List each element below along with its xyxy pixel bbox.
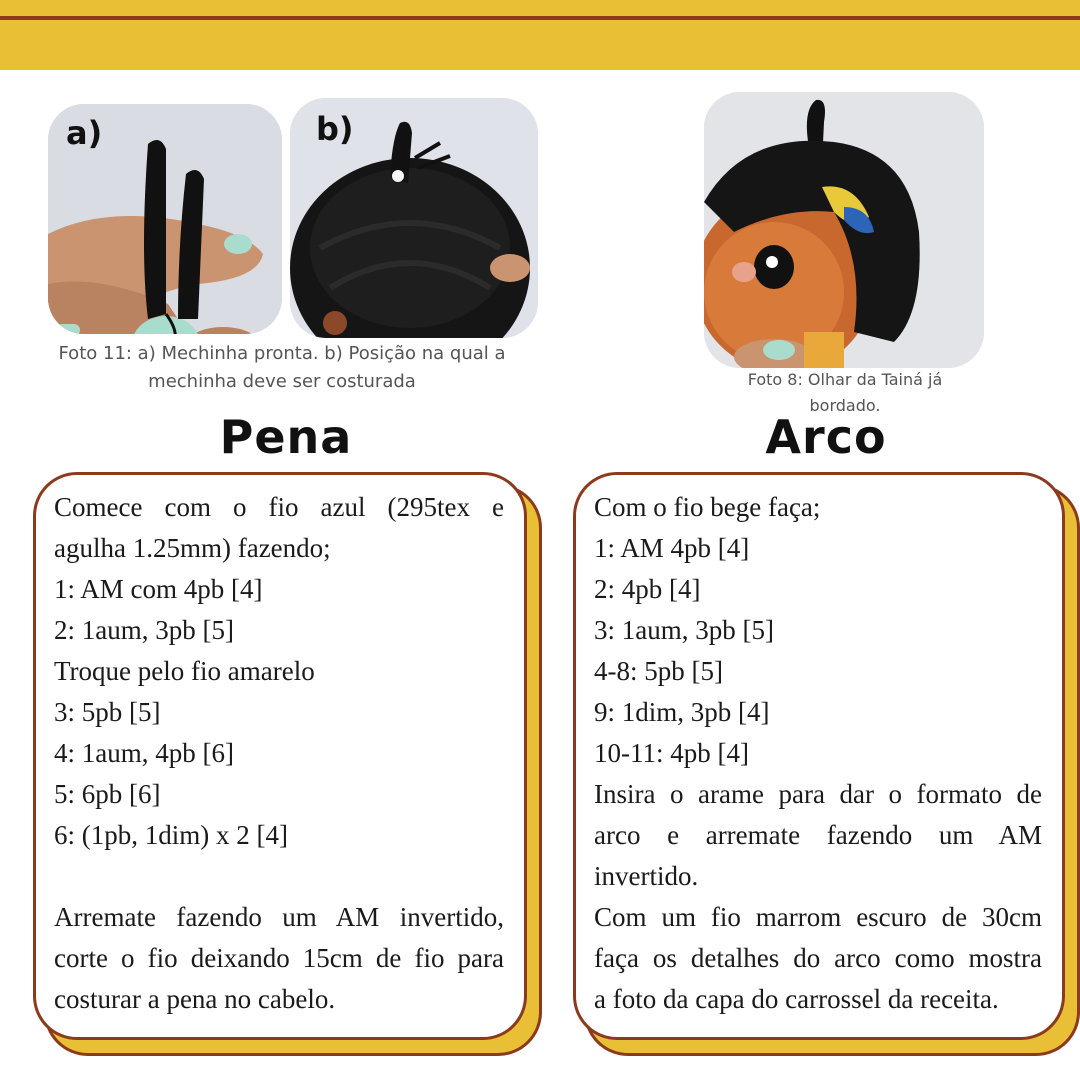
arco-line-11: Com um fio marrom escuro de 30cm — [594, 902, 1042, 932]
pena-line-9: 6: (1pb, 1dim) x 2 [4] — [54, 820, 288, 850]
pena-line-11: Arremate fazendo um AM invertido, — [54, 902, 504, 932]
photo-taina — [704, 92, 984, 368]
pena-line-4: 2: 1aum, 3pb [5] — [54, 615, 234, 645]
pena-line-2: agulha 1.25mm) fazendo; — [54, 533, 331, 563]
photo-b-label: b) — [316, 110, 354, 148]
left-caption-line-2: mechinha deve ser costurada — [148, 371, 416, 392]
left-photo-caption — [40, 340, 524, 396]
arco-line-12: faça os detalhes do arco como mostra — [594, 943, 1042, 973]
pena-line-3: 1: AM com 4pb [4] — [54, 574, 263, 604]
header-band — [0, 0, 1080, 70]
photo-a-mechinha — [48, 104, 282, 334]
pena-line-5: Troque pelo fio amarelo — [54, 656, 315, 686]
arco-line-13: a foto da capa do carrossel da receita. — [594, 984, 999, 1014]
right-caption-line-1: Foto 8: Olhar da Tainá já — [747, 370, 943, 389]
pena-line-7: 4: 1aum, 4pb [6] — [54, 738, 234, 768]
header-line — [0, 16, 1080, 20]
arco-title: Arco — [765, 410, 887, 464]
arco-card — [573, 472, 1065, 1040]
pena-line-13: costurar a pena no cabelo. — [54, 984, 336, 1014]
left-caption-line-1: Foto 11: a) Mechinha pronta. b) Posição na qual a — [58, 343, 506, 364]
arco-line-6: 9: 1dim, 3pb [4] — [594, 697, 770, 727]
arco-line-9: arco e arremate fazendo um AM — [594, 820, 1042, 850]
arco-line-10: invertido. — [594, 861, 699, 891]
arco-line-2: 1: AM 4pb [4] — [594, 533, 750, 563]
pena-title: Pena — [219, 410, 353, 464]
photo-b-hair — [290, 98, 538, 338]
arco-line-3: 2: 4pb [4] — [594, 574, 701, 604]
arco-line-4: 3: 1aum, 3pb [5] — [594, 615, 774, 645]
arco-line-1: Com o fio bege faça; — [594, 492, 821, 522]
arco-line-8: Insira o arame para dar o formato de — [594, 779, 1042, 809]
arco-line-5: 4-8: 5pb [5] — [594, 656, 723, 686]
pena-line-8: 5: 6pb [6] — [54, 779, 161, 809]
pena-line-6: 3: 5pb [5] — [54, 697, 161, 727]
right-caption-line-2: bordado. — [809, 396, 881, 415]
pena-line-1: Comece com o fio azul (295tex e — [54, 492, 504, 522]
pena-line-12: corte o fio deixando 15cm de fio para — [54, 943, 504, 973]
pena-card — [33, 472, 527, 1040]
photo-a-label: a) — [66, 114, 103, 152]
pena-line-blank — [54, 856, 504, 897]
arco-line-7: 10-11: 4pb [4] — [594, 738, 749, 768]
